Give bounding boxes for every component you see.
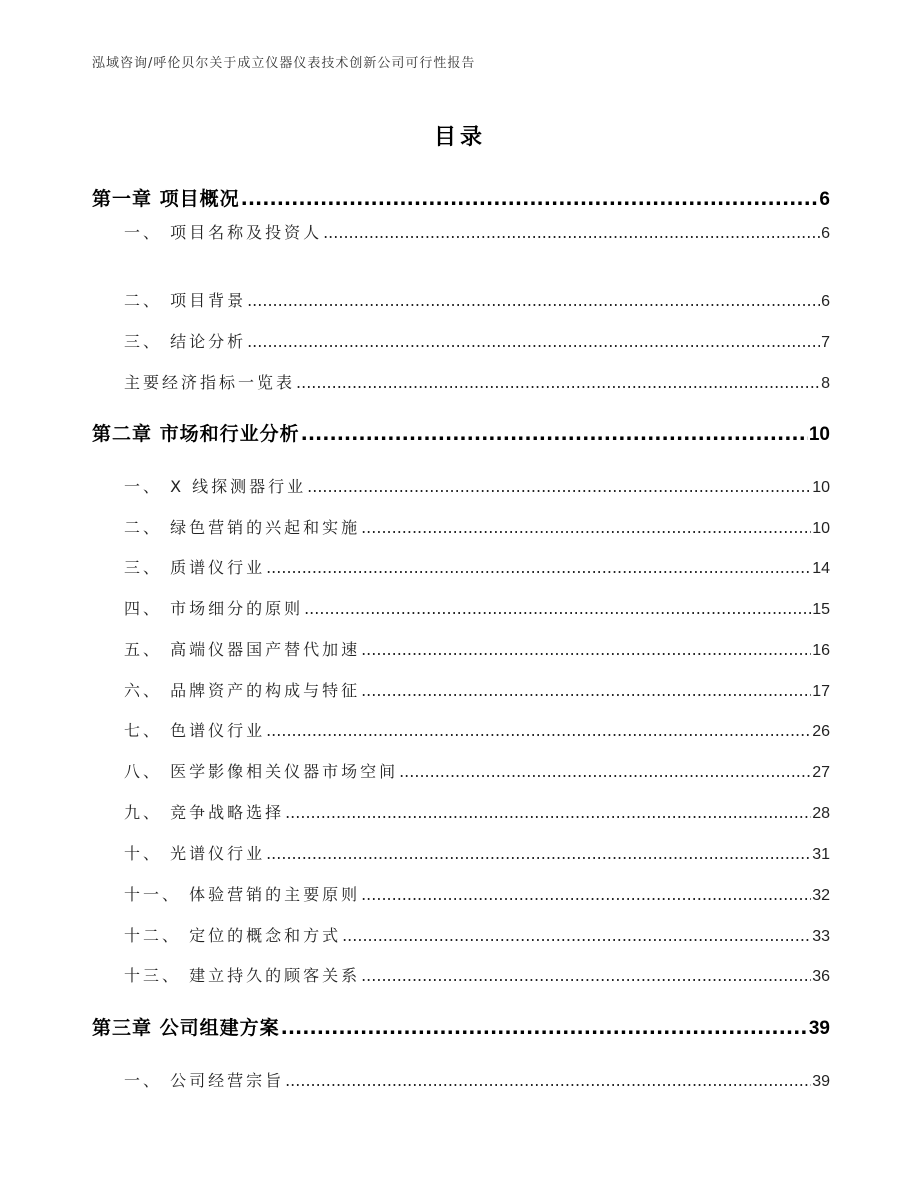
dot-leader: [342, 926, 811, 945]
toc-entry-label: 一、 项目名称及投资人: [124, 223, 323, 242]
toc-entry[interactable]: [124, 288, 830, 311]
toc-entry[interactable]: [124, 800, 830, 823]
dot-leader: [247, 332, 820, 351]
dot-leader: [323, 223, 820, 242]
toc-entry-page: 6: [821, 225, 830, 242]
toc-entry-label: 第三章 公司组建方案: [92, 1017, 280, 1039]
dot-leader: [266, 558, 811, 577]
toc-entry-label: 三、 结论分析: [124, 332, 247, 351]
toc-entry-label: 八、 医学影像相关仪器市场空间: [124, 762, 399, 781]
toc-entry-page: 8: [821, 375, 830, 392]
toc-entry-page: 7: [821, 334, 830, 351]
dot-leader: [285, 1071, 811, 1090]
toc-entry[interactable]: [124, 555, 830, 578]
toc-entry-page: 10: [812, 520, 830, 537]
toc-entry-label: 十、 光谱仪行业: [124, 844, 266, 863]
dot-leader: [247, 291, 820, 310]
toc-entry-page: 26: [812, 723, 830, 740]
toc-entry-page: 32: [812, 887, 830, 904]
toc-entry[interactable]: [124, 759, 830, 782]
toc-entry[interactable]: [124, 882, 830, 905]
toc-entry-label: 一、 公司经营宗旨: [124, 1071, 285, 1090]
dot-leader: [399, 762, 811, 781]
toc-entry-page: 6: [821, 293, 830, 310]
toc-entry-label: 十一、 体验营销的主要原则: [124, 885, 361, 904]
toc-entry-chapter-3[interactable]: [92, 1013, 830, 1040]
dot-leader: [285, 803, 811, 822]
toc-entry[interactable]: [124, 515, 830, 538]
toc-entry-label: 一、 X 线探测器行业: [124, 477, 307, 496]
toc-entry[interactable]: [124, 329, 830, 352]
toc-entry-label: 六、 品牌资产的构成与特征: [124, 681, 361, 700]
toc-entry[interactable]: [124, 474, 830, 497]
toc-entry[interactable]: [124, 963, 830, 986]
dot-leader: [361, 681, 811, 700]
toc-entry[interactable]: [124, 841, 830, 864]
toc-entry-page: 31: [812, 846, 830, 863]
toc-entry-label: 二、 绿色营销的兴起和实施: [124, 518, 361, 537]
dot-leader: [361, 518, 811, 537]
toc-entry[interactable]: [124, 596, 830, 619]
toc-entry[interactable]: [124, 370, 830, 393]
dot-leader: [307, 477, 811, 496]
toc-entry[interactable]: [124, 923, 830, 946]
toc-entry-page: 10: [812, 479, 830, 496]
toc-entry-label: 十三、 建立持久的顾客关系: [124, 966, 361, 985]
dot-leader: [304, 599, 811, 618]
toc-entry-label: 七、 色谱仪行业: [124, 721, 266, 740]
toc-entry-label: 四、 市场细分的原则: [124, 599, 304, 618]
toc-entry-chapter-2[interactable]: [92, 419, 830, 446]
toc-entry-page: 28: [812, 805, 830, 822]
toc-entry-page: 14: [812, 560, 830, 577]
toc-entry-label: 主要经济指标一览表: [124, 373, 296, 392]
dot-leader: [361, 966, 811, 985]
dot-leader: [266, 844, 811, 863]
toc-entry-label: 第一章 项目概况: [92, 188, 240, 210]
dot-leader: [301, 423, 808, 445]
dot-leader: [361, 885, 811, 904]
toc-entry[interactable]: [124, 1068, 830, 1091]
toc-entry[interactable]: [124, 718, 830, 741]
dot-leader: [296, 373, 820, 392]
running-header: 泓域咨询/呼伦贝尔关于成立仪器仪表技术创新公司可行性报告: [92, 56, 476, 71]
toc-entry-page: 36: [812, 968, 830, 985]
dot-leader: [266, 721, 811, 740]
toc-entry-label: 九、 竞争战略选择: [124, 803, 285, 822]
toc-entry-label: 三、 质谱仪行业: [124, 558, 266, 577]
toc-entry[interactable]: [124, 637, 830, 660]
toc-entry[interactable]: [124, 220, 830, 243]
toc-entry-page: 6: [819, 189, 830, 210]
toc-entry-page: 16: [812, 642, 830, 659]
toc-entry-label: 十二、 定位的概念和方式: [124, 926, 342, 945]
toc-title: 目录: [433, 125, 486, 150]
toc-entry-page: 17: [812, 683, 830, 700]
toc-entry-page: 10: [808, 424, 830, 445]
toc-entry-label: 二、 项目背景: [124, 291, 247, 310]
toc-entry-page: 39: [812, 1073, 830, 1090]
dot-leader: [361, 640, 811, 659]
toc-entry[interactable]: [124, 678, 830, 701]
toc-entry-label: 五、 高端仪器国产替代加速: [124, 640, 361, 659]
toc-entry-page: 39: [808, 1018, 830, 1039]
dot-leader: [241, 188, 819, 210]
toc-entry-label: 第二章 市场和行业分析: [92, 423, 300, 445]
toc-entry-page: 15: [812, 601, 830, 618]
toc-entry-page: 33: [812, 928, 830, 945]
toc-entry-page: 27: [812, 764, 830, 781]
toc-entry-chapter-1[interactable]: [92, 184, 830, 211]
dot-leader: [281, 1017, 808, 1039]
